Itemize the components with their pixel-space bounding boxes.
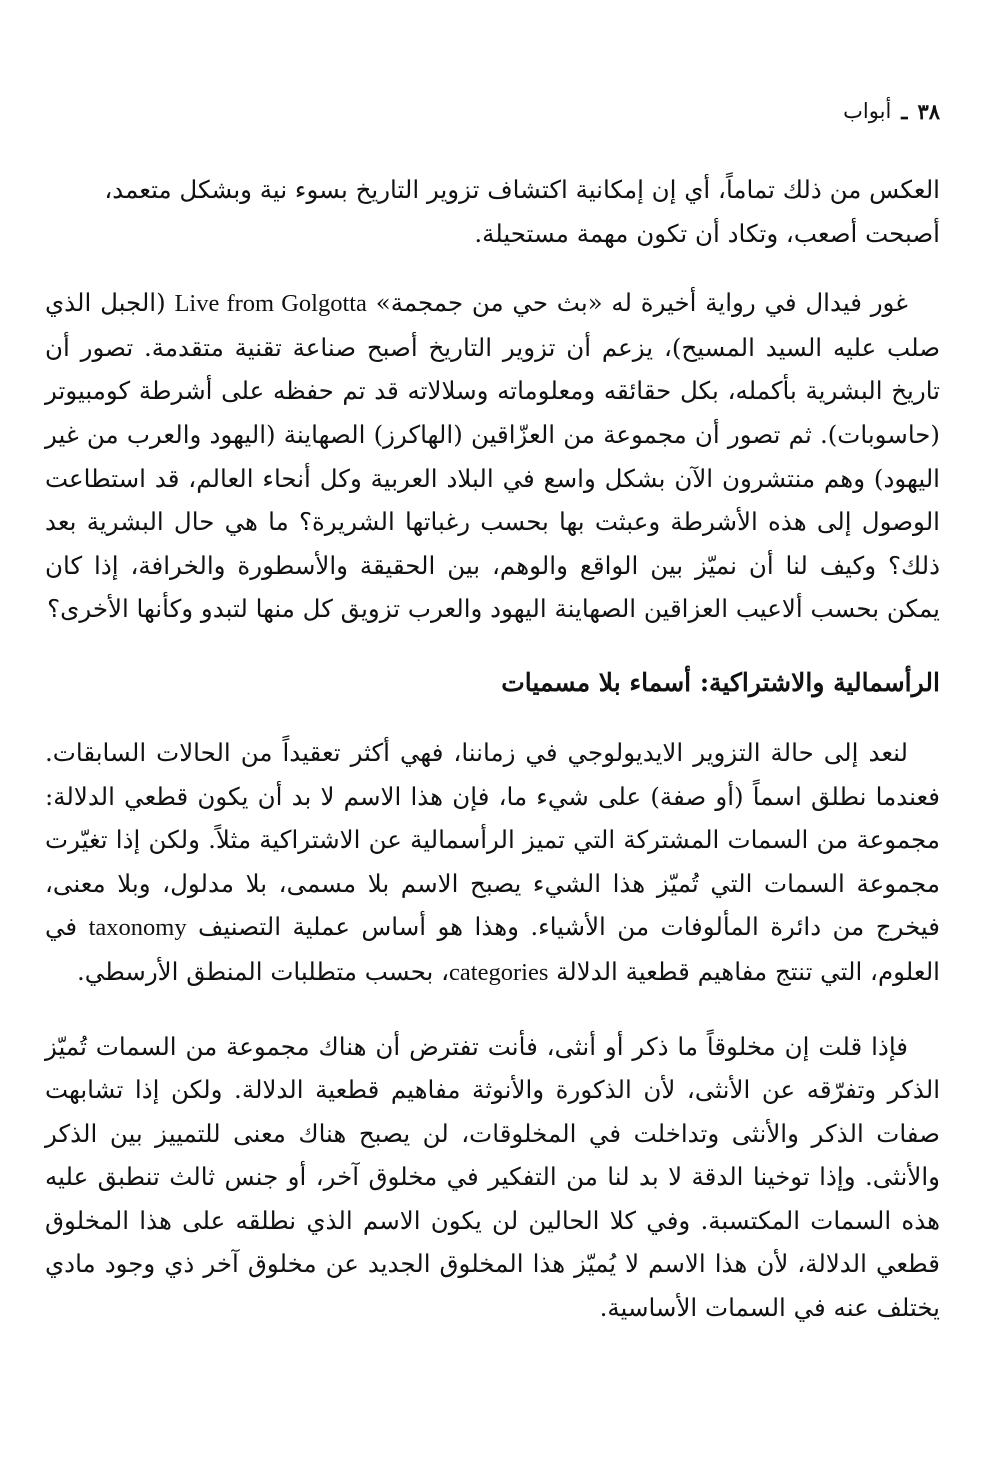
text-segment: غور فيدال في رواية أخيرة له «بث حي من جمجمة» (366, 288, 908, 318)
paragraph-ideological-forgery (45, 731, 940, 995)
paragraph-line: العكس من ذلك تماماً، أي إن إمكانية اكتشاف تزوير التاريخ بسوء نية وبشكل متعمد، (104, 175, 940, 204)
english-term-taxonomy: taxonomy (88, 914, 187, 942)
english-term-categories: categories (449, 958, 549, 986)
header-dash: ـ (901, 98, 908, 124)
text-segment: (الجبل الذي صلب عليه السيد المسيح)، يزعم أن تزوير التاريخ أصبح صناعة تقنية متقدمة. تصور أن تاريخ البشرية بأكمله، بكل حقائقه ومعلوماته وسلالاته قد تم حفظه على أشرطة كومبيوتر (حاسوبات). ثم تصور أن مجموعة من العزّاقين (الهاكرز) الصهاينة (اليهود والعرب من غير اليهود) وهم منتشرون الآن بشكل واسع في البلاد العربية وكل أنحاء العالم، قد استطاعت الوصول إلى هذه الأشرطة وعبثت بها بحسب رغباتها الشريرة؟ ما هي حال البشرية بعد ذلك؟ وكيف لنا أن نميّز بين الواقع والوهم، بين الحقيقة والأسطورة والخرافة، إذا كان يمكن بحسب ألاعيب العزاقين الصهاينة اليهود والعرب تزويق كل منها لتبدو وكأنها الأخرى؟ (45, 288, 940, 624)
body-text (45, 168, 940, 1330)
paragraph-line: أصبحت أصعب، وتكاد أن تكون مهمة مستحيلة. (474, 218, 940, 248)
paragraph-continuation (45, 168, 940, 255)
book-title: أبواب (843, 99, 892, 123)
text-segment: ، بحسب متطلبات المنطق الأرسطي. (76, 956, 450, 986)
text-segment: لنعد إلى حالة التزوير الايديولوجي في زماننا، فهي أكثر تعقيداً من الحالات السابقات. فعندما نطلق اسماً (أو صفة) على شيء ما، فإن هذا الاسم لا بد أن يكون قطعي الدلالة: مجموعة من السمات المشتركة التي تميز الرأسمالية عن الاشتراكية مثلاً. ولكن إذا تغيّرت مجموعة السمات التي تُميّز هذا الشيء يصبح الاسم بلا مسمى، بلا مدلول، وبلا معنى، فيخرج من دائرة المألوفات من الأشياء. وهذا هو أساس عملية التصنيف (45, 737, 941, 942)
text-segment: في العلوم، التي تنتج مفاهيم قطعية الدلالة (45, 912, 940, 986)
paragraph-vidal-novel (45, 281, 940, 631)
paragraph-male-female: فإذا قلت إن مخلوقاً ما ذكر أو أنثى، فأنت تفترض أن هناك مجموعة من السمات تُميّز الذكر وتفرّقه عن الأنثى، لأن الذكورة والأنوثة مفاهيم قطعية الدلالة. ولكن إذا تشابهت صفات الذكر والأنثى وتداخلت في المخلوقات، لن يصبح هناك معنى للتمييز بين الذكر والأنثى. وإذا توخينا الدقة لا بد لنا من التفكير في مخلوق آخر، أو جنس ثالث تنطبق عليه هذه السمات المكتسبة. وفي كلا الحالين لن يكون الاسم الذي نطلقه على هذا المخلوق قطعي الدلالة، لأن هذا الاسم لا يُميّز هذا المخلوق الجديد عن مخلوق آخر ذي وجود مادي يختلف عنه في السمات الأساسية. (45, 1031, 940, 1323)
running-header (640, 96, 940, 126)
english-title: Live from Golgotta (174, 290, 367, 318)
section-heading: الرأسمالية والاشتراكية: أسماء بلا مسميات (501, 667, 940, 697)
page-number: ٣٨ (917, 98, 940, 124)
